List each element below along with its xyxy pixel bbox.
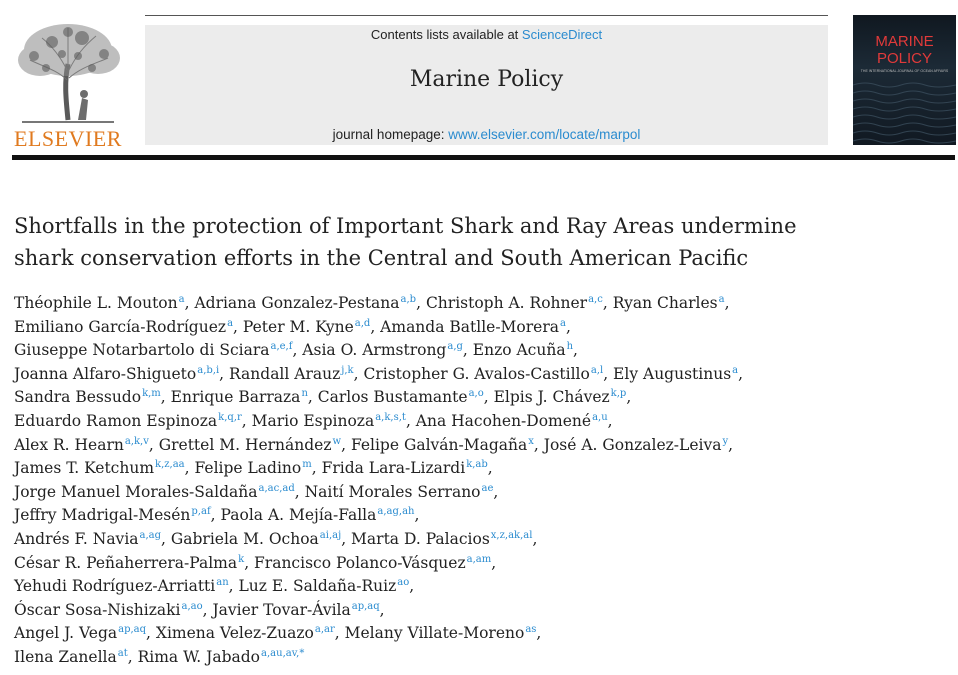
author-name[interactable]: Felipe Galván-Magaña: [350, 435, 528, 454]
author-line: [14, 316, 944, 340]
author-name[interactable]: Emiliano García-Rodríguez: [14, 317, 227, 336]
author-name[interactable]: Ilena Zanella: [14, 647, 117, 666]
author-separator: ,: [184, 294, 195, 312]
author-separator: ,: [536, 624, 542, 643]
author-separator: ,: [341, 435, 351, 454]
author-affiliation-link[interactable]: a: [178, 294, 185, 305]
author-separator: ,: [409, 577, 415, 596]
homepage-prefix: journal homepage:: [332, 127, 445, 142]
author-name[interactable]: Marta D. Palacios: [351, 529, 490, 548]
author-affiliation-link[interactable]: a,b,i: [197, 364, 220, 376]
cover-title: [853, 33, 956, 67]
homepage-line: [145, 127, 828, 142]
author-affiliation-link[interactable]: k,ab: [466, 459, 488, 471]
ocean-wave-image-icon: [853, 79, 956, 145]
author-line: [14, 552, 944, 576]
author-line: [14, 339, 944, 363]
journal-cover-thumbnail[interactable]: [853, 15, 956, 145]
author-name[interactable]: Elpis J. Chávez: [493, 388, 610, 407]
author-line: [14, 504, 944, 528]
author-affiliation-link[interactable]: a,am: [466, 553, 492, 565]
author-name[interactable]: Jeffry Madrigal-Mesén: [14, 506, 191, 525]
author-line: [14, 363, 944, 387]
author-separator: ,: [148, 435, 159, 454]
author-affiliation-link[interactable]: as: [525, 624, 537, 636]
author-separator: ,: [228, 577, 239, 596]
author-separator: ,: [414, 506, 420, 525]
author-line: [14, 622, 944, 646]
cover-title-line1: MARINE: [875, 33, 934, 50]
contents-line: [145, 27, 828, 42]
author-separator: ,: [219, 364, 230, 383]
author-separator: ,: [334, 624, 345, 643]
author-affiliation-link[interactable]: at: [117, 647, 128, 659]
author-affiliation-link[interactable]: k,q,r: [218, 411, 242, 423]
author-name[interactable]: Cristopher G. Avalos-Castillo: [363, 364, 590, 383]
author-name[interactable]: Jorge Manuel Morales-Saldaña: [14, 482, 258, 501]
author-name[interactable]: Rima W. Jabado: [137, 647, 261, 666]
author-affiliation-link[interactable]: ap,aq: [118, 624, 147, 636]
author-separator: ,: [160, 388, 171, 407]
author-affiliation-link[interactable]: n: [301, 388, 308, 400]
author-separator: ,: [607, 411, 613, 430]
author-affiliation-link[interactable]: a,e,f: [270, 341, 293, 353]
author-name[interactable]: Asia O. Armstrong: [302, 341, 447, 360]
author-name[interactable]: Théophile L. Mouton: [14, 294, 178, 312]
author-affiliation-link[interactable]: a,ao: [181, 600, 203, 612]
author-separator: ,: [738, 364, 744, 383]
publisher-name: ELSEVIER: [14, 126, 122, 151]
author-affiliation-link[interactable]: an: [216, 577, 229, 589]
author-line: [14, 292, 944, 316]
author-affiliation-link[interactable]: ao: [397, 577, 410, 589]
author-affiliation-link[interactable]: a: [560, 317, 566, 329]
author-name[interactable]: Felipe Ladino: [194, 459, 302, 478]
author-affiliation-link[interactable]: k,z,aa: [155, 459, 185, 471]
author-name[interactable]: Joanna Alfaro-Shigueto: [14, 364, 197, 383]
author-separator: ,: [379, 600, 385, 619]
header-top-rule: [145, 15, 828, 16]
author-affiliation-link[interactable]: a: [227, 317, 234, 329]
author-separator: ,: [724, 294, 730, 312]
author-name[interactable]: Javier Tovar-Ávila: [212, 600, 351, 619]
author-affiliation-link[interactable]: a,ar: [314, 624, 335, 636]
author-affiliation-link[interactable]: a,k,v: [124, 435, 149, 447]
author-line: [14, 599, 944, 623]
author-name[interactable]: Ryan Charles: [612, 294, 718, 312]
author-name[interactable]: Andrés F. Navia: [14, 529, 139, 548]
author-name[interactable]: Giuseppe Notarbartolo di Sciara: [14, 341, 270, 360]
author-separator: ,: [127, 647, 138, 666]
author-name[interactable]: Adriana Gonzalez-Pestana: [194, 294, 400, 312]
author-separator: ,: [462, 341, 473, 360]
contents-prefix: Contents lists available at: [370, 27, 519, 42]
author-line: [14, 457, 944, 481]
author-name[interactable]: Óscar Sosa-Nishizaki: [14, 600, 181, 619]
author-name[interactable]: James T. Ketchum: [14, 459, 155, 478]
author-affiliation-link[interactable]: k,m: [142, 388, 161, 400]
author-name[interactable]: César R. Peñaherrera-Palma: [14, 553, 238, 572]
article-title: [14, 210, 914, 274]
author-affiliation-link[interactable]: ap,aq: [351, 600, 380, 612]
author-separator: ,: [626, 388, 632, 407]
author-separator: ,: [353, 364, 364, 383]
author-affiliation-link[interactable]: y: [722, 435, 729, 447]
author-affiliation-link[interactable]: w: [332, 435, 342, 447]
author-name[interactable]: Grettel M. Hernández: [158, 435, 332, 454]
author-affiliation-link[interactable]: ai,aj: [319, 529, 342, 541]
author-name[interactable]: Ximena Velez-Zuazo: [155, 624, 314, 643]
author-separator: ,: [483, 388, 494, 407]
author-separator: ,: [565, 317, 571, 336]
cover-title-line2: POLICY: [876, 50, 933, 67]
author-separator: ,: [341, 529, 352, 548]
author-affiliation-link[interactable]: h: [566, 341, 574, 353]
author-line: [14, 410, 944, 434]
author-affiliation-link[interactable]: x: [528, 435, 534, 447]
author-name[interactable]: Yehudi Rodríguez-Arriatti: [14, 577, 216, 596]
author-name[interactable]: Amanda Batlle-Morera: [380, 317, 559, 336]
author-name[interactable]: Angel J. Vega: [14, 624, 118, 643]
author-separator: ,: [533, 435, 544, 454]
author-line: [14, 575, 944, 599]
author-separator: ,: [602, 294, 613, 312]
author-name[interactable]: Melany Villate-Moreno: [344, 624, 525, 643]
author-separator: ,: [241, 411, 252, 430]
author-separator: ,: [244, 553, 255, 572]
author-name[interactable]: Enzo Acuña: [472, 341, 566, 360]
article-title-line1: Shortfalls in the protection of Important Shark and Ray Areas undermine: [14, 214, 797, 238]
cover-subtitle: THE INTERNATIONAL JOURNAL OF OCEAN AFFAIRS: [860, 69, 949, 73]
author-affiliation-link[interactable]: x,z,ak,al: [490, 529, 533, 541]
author-affiliation-link[interactable]: a,u: [592, 411, 608, 423]
author-name[interactable]: Luz E. Saldaña-Ruiz: [238, 577, 397, 596]
author-affiliation-link[interactable]: a,ag: [139, 529, 162, 541]
author-line: [14, 481, 944, 505]
author-affiliation-link[interactable]: a,ag,ah: [377, 506, 415, 518]
author-line: [14, 646, 944, 670]
author-affiliation-link[interactable]: a: [732, 364, 739, 376]
author-separator: ,: [603, 364, 614, 383]
author-name[interactable]: Eduardo Ramon Espinoza: [14, 411, 218, 430]
author-separator: ,: [233, 317, 243, 336]
journal-header-box: [145, 25, 828, 145]
header-divider: [12, 155, 955, 160]
author-separator: ,: [292, 341, 303, 360]
author-name[interactable]: Peter M. Kyne: [242, 317, 354, 336]
author-separator: ,: [146, 624, 156, 643]
author-separator: ,: [573, 341, 578, 360]
author-line: [14, 434, 944, 458]
author-name[interactable]: Francisco Polanco-Vásquez: [254, 553, 466, 572]
sciencedirect-link[interactable]: ScienceDirect: [521, 27, 603, 42]
author-separator: ,: [493, 482, 499, 501]
author-separator: ,: [532, 529, 538, 548]
journal-title: Marine Policy: [409, 67, 564, 92]
author-name[interactable]: José A. Gonzalez-Leiva: [543, 435, 722, 454]
author-affiliation-link[interactable]: a: [718, 294, 725, 305]
author-separator: ,: [161, 529, 171, 548]
elsevier-tree-logo-icon: [12, 20, 124, 128]
author-affiliation-link[interactable]: a,b: [400, 294, 417, 305]
author-name[interactable]: Carlos Bustamante: [317, 388, 468, 407]
author-affiliation-link[interactable]: a,au,av,*: [261, 647, 305, 659]
author-separator: ,: [491, 553, 497, 572]
author-name[interactable]: Naití Morales Serrano: [304, 482, 481, 501]
article-title-line2: shark conservation efforts in the Central and South American Pacific: [14, 246, 749, 270]
author-separator: ,: [728, 435, 734, 454]
author-affiliation-link[interactable]: a,g: [447, 341, 463, 353]
author-affiliation-link[interactable]: m: [302, 459, 312, 471]
author-name[interactable]: Randall Arauz: [229, 364, 341, 383]
author-separator: ,: [405, 411, 416, 430]
author-separator: ,: [370, 317, 381, 336]
author-separator: ,: [311, 459, 322, 478]
publisher-logo[interactable]: [12, 20, 124, 151]
author-affiliation-link[interactable]: p,af: [191, 506, 211, 518]
author-affiliation-link[interactable]: a,d: [354, 317, 371, 329]
author-separator: ,: [210, 506, 221, 525]
author-name[interactable]: Alex R. Hearn: [14, 435, 124, 454]
author-name[interactable]: Enrique Barraza: [170, 388, 301, 407]
author-affiliation-link[interactable]: j,k: [341, 364, 354, 376]
homepage-link[interactable]: www.elsevier.com/locate/marpol: [448, 127, 641, 142]
author-separator: ,: [416, 294, 426, 312]
author-name[interactable]: Sandra Bessudo: [14, 388, 142, 407]
author-name[interactable]: Ana Hacohen-Domené: [415, 411, 592, 430]
author-affiliation-link[interactable]: a,ac,ad: [258, 482, 295, 494]
author-affiliation-link[interactable]: a,l: [590, 364, 604, 376]
author-separator: ,: [487, 459, 493, 478]
author-affiliation-link[interactable]: a,o: [468, 388, 484, 400]
author-separator: ,: [307, 388, 318, 407]
author-affiliation-link[interactable]: a,c: [588, 294, 603, 305]
author-affiliation-link[interactable]: k,p: [610, 388, 627, 400]
author-name[interactable]: Ely Augustinus: [613, 364, 732, 383]
author-name[interactable]: Mario Espinoza: [251, 411, 375, 430]
author-affiliation-link[interactable]: k: [238, 553, 245, 565]
author-affiliation-link[interactable]: a,k,s,t: [375, 411, 406, 423]
author-name[interactable]: Paola A. Mejía-Falla: [220, 506, 377, 525]
author-name[interactable]: Frida Lara-Lizardi: [321, 459, 466, 478]
author-list: [14, 292, 944, 670]
author-name[interactable]: Gabriela M. Ochoa: [170, 529, 319, 548]
author-line: [14, 528, 944, 552]
author-separator: ,: [202, 600, 213, 619]
author-line: [14, 386, 944, 410]
author-separator: ,: [184, 459, 195, 478]
author-separator: ,: [294, 482, 305, 501]
author-name[interactable]: Christoph A. Rohner: [425, 294, 588, 312]
author-affiliation-link[interactable]: ae: [481, 482, 494, 494]
